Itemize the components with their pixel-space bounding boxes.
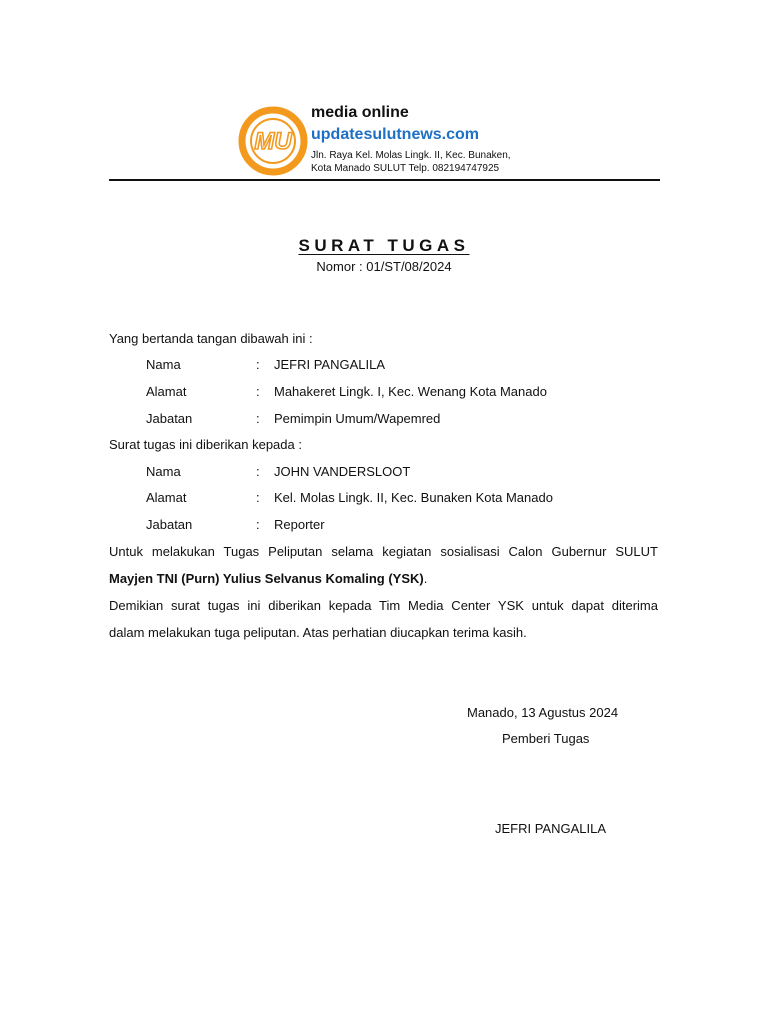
closing-line-1: Demikian surat tugas ini diberikan kepada Tim Media Center YSK untuk dapat diterima — [109, 598, 658, 613]
assignee-address-value: Kel. Molas Lingk. II, Kec. Bunaken Kota Manado — [274, 490, 553, 505]
document-title — [0, 236, 768, 256]
closing-line-2: dalam melakukan tuga peliputan. Atas perhatian diucapkan terima kasih. — [109, 625, 527, 640]
org-address-line2: Kota Manado SULUT Telp. 082194747925 — [311, 163, 500, 174]
given-to-text: Surat tugas ini diberikan kepada : — [109, 437, 302, 452]
logo-monogram: MU — [254, 128, 292, 155]
assignee-address-label: Alamat — [146, 490, 187, 505]
signer-address-value: Mahakeret Lingk. I, Kec. Wenang Kota Manado — [274, 384, 547, 399]
signer-address-label: Alamat — [146, 384, 187, 399]
document-title-text: SURAT TUGAS — [298, 236, 470, 255]
signer-position-value: Pemimpin Umum/Wapemred — [274, 411, 441, 426]
signer-name-value: JEFRI PANGALILA — [274, 357, 386, 372]
signer-role: Pemberi Tugas — [502, 731, 590, 746]
document-number: Nomor : 01/ST/08/2024 — [316, 259, 452, 274]
org-address — [311, 149, 511, 175]
candidate-name: Mayjen TNI (Purn) Yulius Selvanus Komaling (YSK) — [109, 571, 424, 586]
signer-name-label: Nama — [146, 357, 181, 372]
assignee-name-value: JOHN VANDERSLOOT — [274, 464, 411, 479]
letterhead-divider — [109, 179, 660, 181]
assignee-position-label: Jabatan — [146, 517, 193, 532]
place-date: Manado, 13 Agustus 2024 — [467, 705, 619, 720]
signer-address-colon: : — [256, 384, 260, 399]
intro-text: Yang bertanda tangan dibawah ini : — [109, 331, 313, 346]
assignee-name-colon: : — [256, 464, 260, 479]
company-logo — [238, 106, 308, 176]
signer-name: JEFRI PANGALILA — [495, 821, 607, 836]
purpose-line-1: Untuk melakukan Tugas Peliputan selama kegiatan sosialisasi Calon Gubernur SULUT — [109, 544, 658, 559]
assignee-position-value: Reporter — [274, 517, 325, 532]
signer-name-colon: : — [256, 357, 260, 372]
org-website: updatesulutnews.com — [311, 126, 480, 143]
signer-position-colon: : — [256, 411, 260, 426]
assignee-address-colon: : — [256, 490, 260, 505]
assignee-position-colon: : — [256, 517, 260, 532]
org-tagline: media online — [311, 104, 409, 121]
purpose-line-2 — [109, 571, 427, 586]
purpose-period: . — [423, 571, 428, 586]
assignee-name-label: Nama — [146, 464, 181, 479]
signer-position-label: Jabatan — [146, 411, 193, 426]
org-address-line1: Jln. Raya Kel. Molas Lingk. II, Kec. Bunaken, — [311, 150, 511, 161]
logo-emblem — [238, 106, 308, 176]
